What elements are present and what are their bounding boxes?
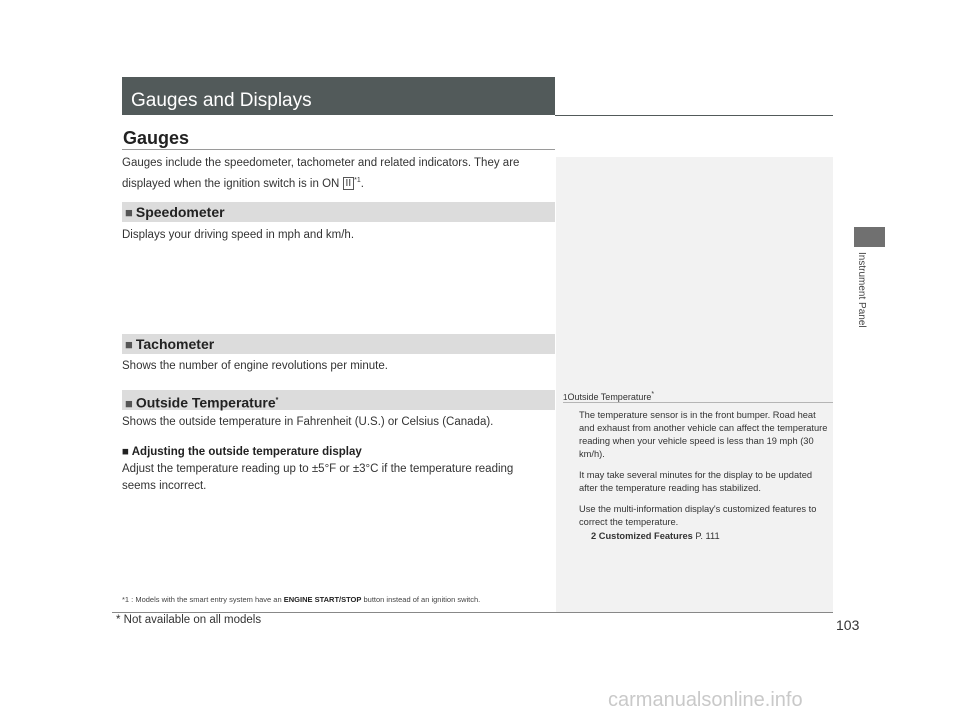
ignition-position-key: II xyxy=(343,177,355,190)
adjust-temp-line1: Adjust the temperature reading up to ±5°F or ±3°C if the temperature reading xyxy=(122,463,514,475)
adjust-temp-line2: seems incorrect. xyxy=(122,480,207,492)
tachometer-section-bar xyxy=(122,334,555,354)
adjust-temp-heading: ■ Adjusting the outside temperature display xyxy=(122,446,362,458)
tachometer-text: Shows the number of engine revolutions per minute. xyxy=(122,360,388,372)
footnote-ref: *1 xyxy=(354,177,361,184)
tachometer-heading: Tachometer xyxy=(135,336,215,352)
speedometer-text: Displays your driving speed in mph and km/h. xyxy=(122,229,355,241)
sidebar-notes xyxy=(556,157,833,613)
gauges-intro-line1: Gauges include the speedometer, tachometer and related indicators. They are xyxy=(122,157,520,169)
chapter-tab-label: Instrument Panel xyxy=(856,252,867,328)
note-rule xyxy=(563,402,833,403)
outside-temp-heading: Outside Temperature xyxy=(135,394,276,411)
note-paragraph: Use the multi-information display's customized features to correct the temperature. xyxy=(579,504,817,527)
speedometer-section-bar xyxy=(122,202,555,222)
chapter-tab[interactable] xyxy=(854,227,885,247)
link-arrow-icon: 2 xyxy=(591,531,597,541)
page-title-bar xyxy=(122,77,555,115)
note-paragraph: It may take several minutes for the display to be updated after the temperature reading has stabilized. xyxy=(579,470,813,493)
link-text: Customized Features xyxy=(598,531,693,541)
not-available-star: * xyxy=(275,397,279,404)
customized-features-link[interactable] xyxy=(579,530,829,543)
title-rule xyxy=(555,115,833,116)
speedometer-heading: Speedometer xyxy=(135,204,225,220)
outside-temp-section-bar xyxy=(122,390,555,410)
page-number: 103 xyxy=(836,617,860,633)
gauges-rule xyxy=(122,149,555,150)
section-marker-icon: ■ xyxy=(125,337,133,352)
section-marker-icon: ■ xyxy=(122,446,129,458)
footnote: *1 : Models with the smart entry system have an ENGINE START/STOP button instead of an ignition switch. xyxy=(122,595,481,604)
watermark: carmanualsonline.info xyxy=(608,689,803,711)
page-title: Gauges and Displays xyxy=(131,90,312,111)
note-body xyxy=(579,409,829,543)
not-available-note: * Not available on all models xyxy=(116,614,262,626)
note-number: 1 xyxy=(563,393,568,402)
footer-rule xyxy=(112,612,833,613)
outside-temp-text: Shows the outside temperature in Fahrenheit (U.S.) or Celsius (Canada). xyxy=(122,416,494,428)
section-marker-icon: ■ xyxy=(125,205,133,220)
section-marker-icon: ■ xyxy=(125,395,133,411)
note-paragraph: The temperature sensor is in the front bumper. Road heat and exhaust from another vehicle can affect the temperature reading when your vehicle speed is less than 19 mph (30 km/h). xyxy=(579,410,828,459)
gauges-intro xyxy=(122,155,562,193)
gauges-intro-line2: displayed when the ignition switch is in ON II $^{*1}$. xyxy=(122,177,364,190)
note-title: 1Outside Temperature* xyxy=(563,391,655,402)
adjust-temp-block xyxy=(122,444,562,495)
gauges-heading: Gauges xyxy=(123,128,190,148)
link-page: P. 111 xyxy=(695,531,720,541)
not-available-star: * xyxy=(651,391,655,398)
